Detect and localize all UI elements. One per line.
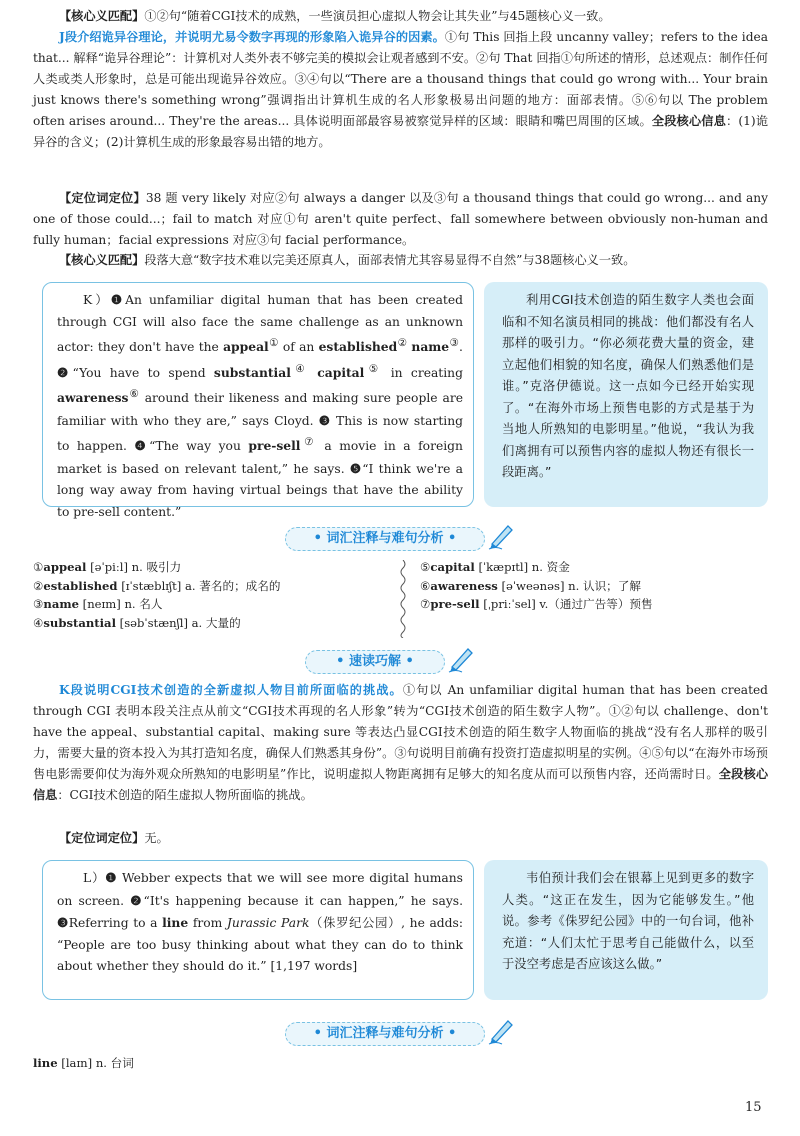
passage-k-translation: 利用CGI技术创造的陌生数字人类也会面临和不知名演员相同的挑战：他们都没有名人那样的吸引力。“你必须花费大量的资金，建立起他们相貌的知名度，确保人们熟悉他们是谁。”克洛伊德说。这一点如今已经开始实现了。“在海外市场上预售电影的方式是基于为当地人所熟知的电影明星。”他说，“我认为我们离拥有可以预售内容的虚拟人物还有很长一段距离。”	[484, 282, 768, 507]
pen-icon	[486, 520, 516, 550]
passage-k-box: K）❶An unfamiliar digital human that has been created through CGI will also face the same challenge as an unknown actor: they don't have the appeal① of an established② name③. ❷“You have to spend substantial④ capital⑤ in creating awareness⑥ around their likeness and making sure people are familiar with who they are,” says Cloyd. ❸ This is now starting to happen. ❹“The way you pre-sell⑦ a movie in a foreign market is based on relevant talent,” he says. ❺“I think we're a long way away from having virtual beings that have the ability to pre-sell content.”	[42, 282, 474, 507]
vocab-item-line: line [laɪn] n. 台词	[33, 1056, 134, 1070]
section-j-core-match: 【核心义匹配】①②句“随着CGI技术的成熟，一些演员担心虚拟人物会让其失业”与45题核心义一致。	[59, 9, 611, 23]
vocab-list-right	[420, 558, 770, 614]
vocab-item: ⑤capital [ˈkæpɪtl] n. 资金	[420, 560, 570, 574]
pen-icon	[486, 1015, 516, 1045]
vocab-banner-k: • 词汇注释与难句分析 •	[285, 527, 485, 551]
vocab-item: ①appeal [əˈpiːl] n. 吸引力	[33, 560, 182, 574]
section-j-locate: 【定位词定位】38 题 very likely 对应②句 always a danger 以及③句 a thousand things that could go wrong... and any one of those could...；fail to match 对应①句 aren't quite perfect、fall somewhere between obviously non-human and fully human；facial expressions 对应③句 facial performance。	[33, 191, 768, 247]
passage-l-translation: 韦伯预计我们会在银幕上见到更多的数字人类。“这正在发生，因为它能够发生。”他说。参考《侏罗纪公园》中的一句台词，他补充道：“人们太忙于思考自己能做什么，以至于没空考虑是否应该这么做。”	[484, 860, 768, 1000]
passage-l-box: L）❶ Webber expects that we will see more digital humans on screen. ❷“It's happening because it can happen,” he says. ❸Referring to a line from Jurassic Park（侏罗纪公园）, he adds: “People are too busy thinking about what they can do to think about whether they should do it.” [1,197 words]	[42, 860, 474, 1000]
section-k-analysis: K段说明CGI技术创造的全新虚拟人物目前所面临的挑战。①句以 An unfamiliar digital human that has been created through CGI 表明本段关注点从前文“CGI技术再现的名人形象”转为“CGI技术创造的陌生数字人物”。①②句以 challenge、don't have the appeal、substantial capital、making sure 等表达凸显CGI技术创造的陌生数字人物面临的挑战“没有名人那样的吸引力，需要大量的资本投入为其打造知名度，确保人们熟悉其身份”。③句说明目前确有投资打造虚拟明星的实例。④⑤句以“在海外市场预售电影需要仰仗为海外观众所熟知的电影明星”作比，说明虚拟人物距离拥有足够大的知名度从而可以预售内容，还尚需时日。全段核心信息：CGI技术创造的陌生虚拟人物所面临的挑战。	[33, 683, 769, 802]
vocab-item: ⑥awareness [əˈweənəs] n. 认识；了解	[420, 578, 641, 593]
section-k-locate: 【定位词定位】无。	[59, 831, 169, 845]
vocab-item: ④substantial [səbˈstænʃl] a. 大量的	[33, 615, 241, 630]
vocab-item: ⑦pre-sell [ˌpriːˈsel] v.（通过广告等）预售	[420, 597, 653, 611]
vocab-list-left	[33, 558, 393, 632]
divider-squiggle	[398, 560, 408, 638]
section-j-core-match-2: 【核心义匹配】段落大意“数字技术难以完美还原真人，面部表情尤其容易显得不自然”与38题核心义一致。	[59, 253, 636, 267]
speed-read-banner: • 速读巧解 •	[305, 650, 445, 674]
page-number: 15	[745, 1100, 762, 1115]
vocab-item: ②established [ɪˈstæblɪʃt] a. 著名的；成名的	[33, 578, 281, 593]
vocab-banner-l: • 词汇注释与难句分析 •	[285, 1022, 485, 1046]
section-j-analysis: J段介绍诡异谷理论，并说明尤易令数字再现的形象陷入诡异谷的因素。①句 This 回指上段 uncanny valley；refers to the idea that... 解释“诡异谷理论”：计算机对人类外表不够完美的模拟会让观者感到不安。②句 That 回指①句所述的情形，总述观点：制作任何人类或类人形象时，总是可能出现诡异谷效应。③④句以“There are a thousand things that could go wrong with... Your brain just knows there's something wrong”强调指出计算机生成的名人形象极易出问题的地方：面部表情。⑤⑥句以 The problem often arises around... They're the areas... 具体说明面部最容易被察觉异样的区域：眼睛和嘴巴周围的区域。全段核心信息：(1)诡异谷的含义；(2)计算机生成的形象最容易出错的地方。	[33, 30, 769, 149]
pen-icon	[446, 643, 476, 673]
vocab-item: ③name [neɪm] n. 名人	[33, 597, 163, 611]
